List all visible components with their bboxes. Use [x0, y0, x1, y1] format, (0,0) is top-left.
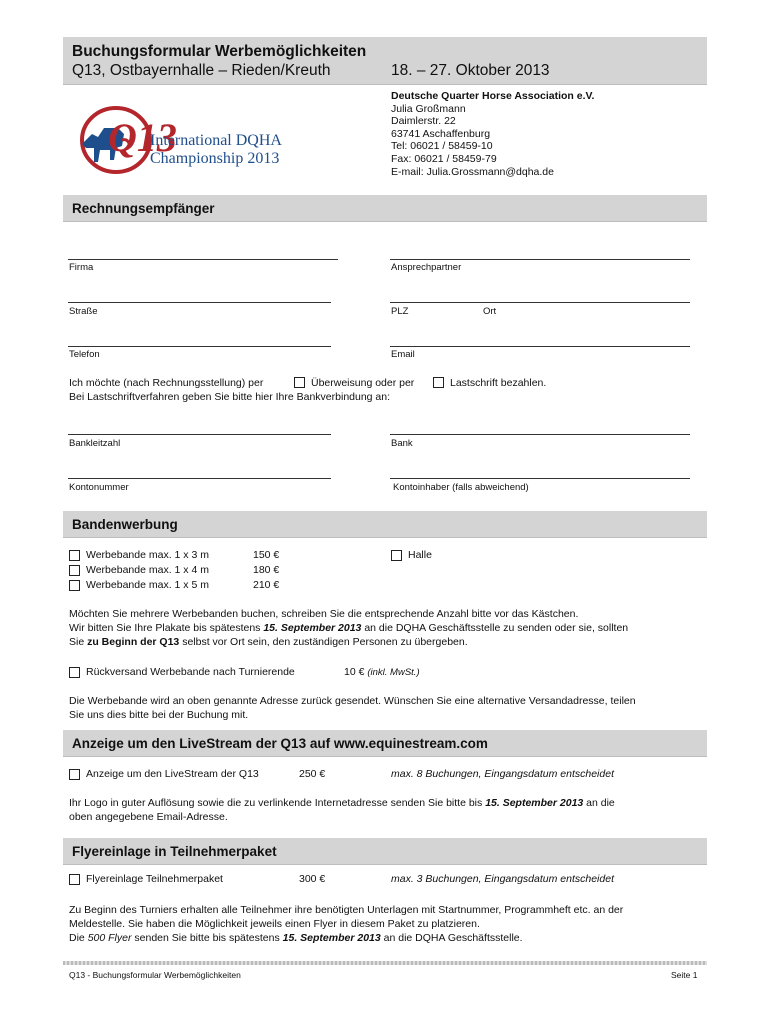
strasse-label: Straße [69, 306, 98, 317]
ansprechpartner-field[interactable] [390, 259, 690, 260]
strasse-field[interactable] [68, 302, 331, 303]
werbebande-4m-price: 180 € [253, 564, 280, 576]
email-field[interactable] [390, 346, 690, 347]
document-header [63, 37, 707, 85]
contact-street: Daimlerstr. 22 [391, 115, 456, 128]
lastschrift-checkbox[interactable] [433, 377, 444, 388]
return-note-2: Sie uns dies bitte bei der Buchung mit. [69, 709, 249, 721]
contact-email: E-mail: Julia.Grossmann@dqha.de [391, 165, 554, 178]
firma-field[interactable] [68, 259, 338, 260]
telefon-field[interactable] [68, 346, 331, 347]
footer-rule [63, 961, 707, 965]
flyer-price: 300 € [299, 873, 326, 885]
contact-city: 63741 Aschaffenburg [391, 127, 491, 140]
section-title: Rechnungsempfänger [72, 201, 215, 216]
section-title: Anzeige um den LiveStream der Q13 auf www.equinestream.com [72, 736, 488, 751]
document-title: Buchungsformular Werbemöglichkeiten [72, 43, 367, 60]
flyer-note-3: Die 500 Flyer senden Sie bitte bis spätestens 15. September 2013 an die DQHA Geschäftsstelle. [69, 932, 523, 944]
section-title: Flyereinlage in Teilnehmerpaket [72, 844, 277, 859]
bank-field[interactable] [390, 434, 690, 435]
werbebande-5m-price: 210 € [253, 579, 280, 591]
livestream-label: Anzeige um den LiveStream der Q13 [86, 768, 259, 780]
section-title: Bandenwerbung [72, 517, 178, 532]
kontonummer-field[interactable] [68, 478, 331, 479]
event-location: Q13, Ostbayernhalle – Rieden/Kreuth [72, 62, 331, 79]
bank-note: Bei Lastschriftverfahren geben Sie bitte hier Ihre Bankverbindung an: [69, 391, 391, 403]
rueckversand-label: Rückversand Werbebande nach Turnierende [86, 666, 295, 678]
ueberweisung-label: Überweisung oder per [311, 377, 415, 389]
firma-label: Firma [69, 262, 94, 273]
logo-line-2: Championship 2013 [150, 150, 280, 167]
banner-note-2: Wir bitten Sie Ihre Plakate bis spätestens 15. September 2013 an die DQHA Geschäftsstelle zu senden oder sie, sollten [69, 622, 629, 634]
lastschrift-label: Lastschrift bezahlen. [450, 377, 547, 389]
logo-mark: Q13 [108, 115, 177, 160]
ansprechpartner-label: Ansprechpartner [391, 262, 462, 273]
livestream-checkbox[interactable] [69, 769, 80, 780]
kontoinhaber-label: Kontoinhaber (falls abweichend) [393, 482, 529, 493]
contact-address [391, 90, 594, 178]
contact-fax: Fax: 06021 / 58459-79 [391, 152, 497, 165]
event-logo [78, 104, 308, 176]
bankleitzahl-label: Bankleitzahl [69, 438, 121, 449]
payment-intro: Ich möchte (nach Rechnungsstellung) per [69, 377, 264, 389]
plz-label: PLZ [391, 306, 409, 317]
contact-org: Deutsche Quarter Horse Association e.V. [391, 90, 595, 102]
banner-note-1: Möchten Sie mehrere Werbebanden buchen, schreiben Sie die entsprechende Anzahl bitte vor das Kästchen. [69, 608, 579, 620]
event-dates: 18. – 27. Oktober 2013 [391, 62, 550, 79]
flyer-limit: max. 3 Buchungen, Eingangsdatum entscheidet [391, 873, 614, 885]
section-header-banner [63, 511, 707, 538]
halle-checkbox[interactable] [391, 550, 402, 561]
email-label: Email [391, 349, 415, 360]
flyer-note-2: Meldestelle. Sie haben die Möglichkeit jeweils einen Flyer in diesem Paket zu platzieren. [69, 918, 480, 930]
flyer-checkbox[interactable] [69, 874, 80, 885]
werbebande-4m-label: Werbebande max. 1 x 4 m [86, 564, 209, 576]
telefon-label: Telefon [69, 349, 100, 360]
plz-ort-field[interactable] [390, 302, 690, 303]
footer-page-number: Seite 1 [671, 970, 698, 980]
werbebande-3m-checkbox[interactable] [69, 550, 80, 561]
werbebande-3m-label: Werbebande max. 1 x 3 m [86, 549, 209, 561]
rueckversand-price: 10 € (inkl. MwSt.) [344, 666, 420, 678]
flyer-label: Flyereinlage Teilnehmerpaket [86, 873, 223, 885]
return-note-1: Die Werbebande wird an oben genannte Adresse zurück gesendet. Wünschen Sie eine alternative Versandadresse, teilen [69, 695, 636, 707]
contact-tel: Tel: 06021 / 58459-10 [391, 140, 493, 153]
logo-line-1: International DQHA [150, 132, 282, 149]
rueckversand-checkbox[interactable] [69, 667, 80, 678]
footer-left: Q13 - Buchungsformular Werbemöglichkeiten [69, 970, 241, 980]
livestream-price: 250 € [299, 768, 326, 780]
banner-note-3: Sie zu Beginn der Q13 selbst vor Ort sein, den zuständigen Personen zu übergeben. [69, 636, 468, 648]
werbebande-3m-price: 150 € [253, 549, 280, 561]
livestream-limit: max. 8 Buchungen, Eingangsdatum entscheidet [391, 768, 614, 780]
werbebande-5m-checkbox[interactable] [69, 580, 80, 591]
livestream-note-1: Ihr Logo in guter Auflösung sowie die zu verlinkende Internetadresse senden Sie bitte bis 15. September 2013 an die [69, 797, 615, 809]
section-header-livestream [63, 730, 707, 757]
kontonummer-label: Kontonummer [69, 482, 129, 493]
halle-label: Halle [408, 549, 432, 561]
bankleitzahl-field[interactable] [68, 434, 331, 435]
ort-label: Ort [483, 306, 497, 317]
bank-label: Bank [391, 438, 413, 449]
flyer-note-1: Zu Beginn des Turniers erhalten alle Teilnehmer ihre benötigten Unterlagen mit Startnummer, Programmheft etc. an der [69, 904, 624, 916]
kontoinhaber-field[interactable] [390, 478, 690, 479]
contact-name: Julia Großmann [391, 102, 466, 115]
section-header-flyer [63, 838, 707, 865]
werbebande-5m-label: Werbebande max. 1 x 5 m [86, 579, 209, 591]
livestream-note-2: oben angegebene Email-Adresse. [69, 811, 228, 823]
ueberweisung-checkbox[interactable] [294, 377, 305, 388]
section-header-recipient [63, 195, 707, 222]
werbebande-4m-checkbox[interactable] [69, 565, 80, 576]
